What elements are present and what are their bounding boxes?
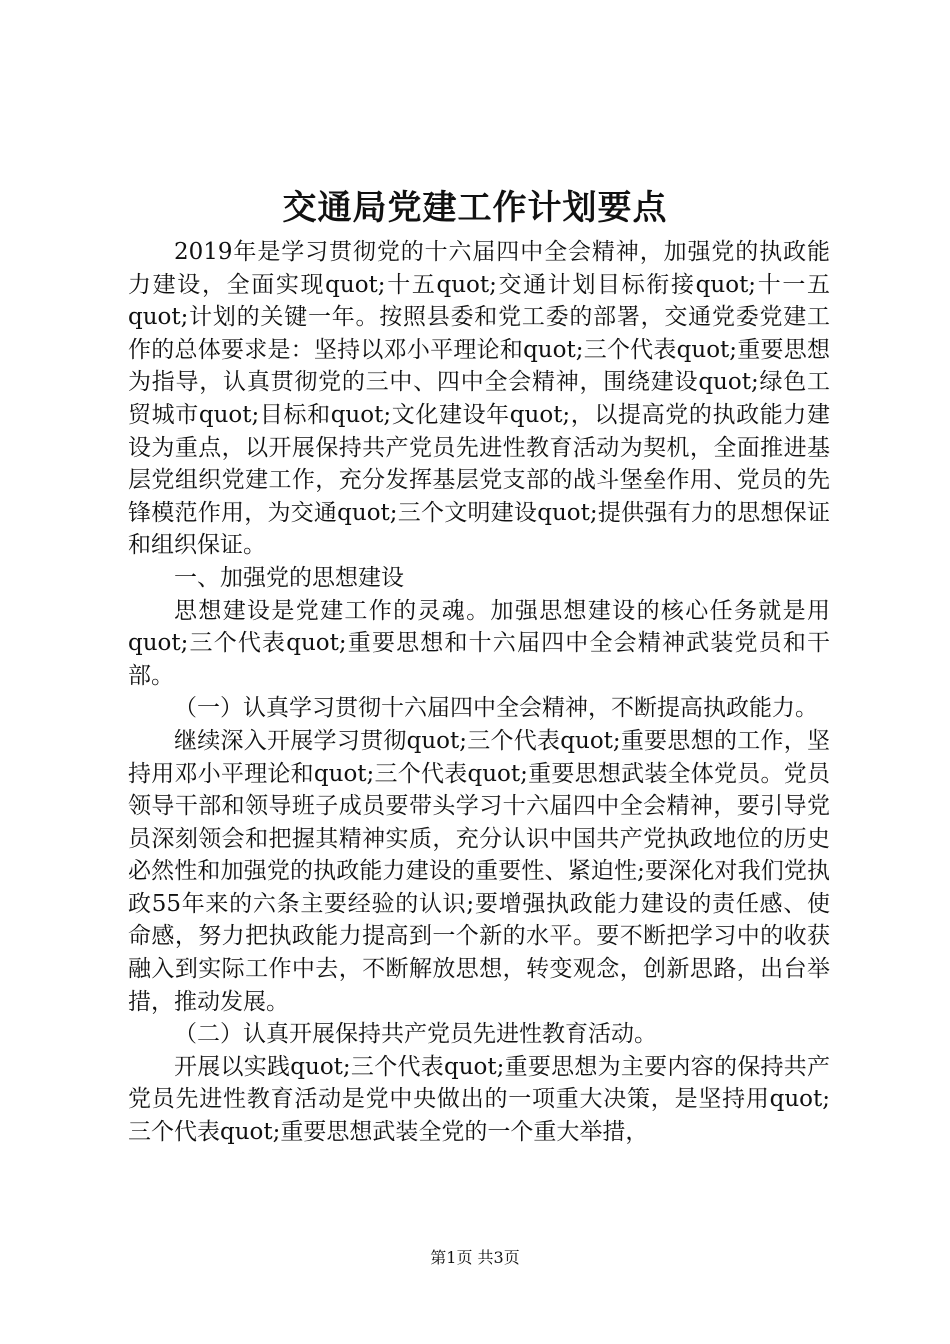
- paragraph-subsection-1: 继续深入开展学习贯彻quot;三个代表quot;重要思想的工作，坚持用邓小平理论和quot;三个代表quot;重要思想武装全体党员。党员领导干部和领导班子成员要带头学习十六届四中全会精神，要引导党员深刻领会和把握其精神实质，充分认识中国共产党执政地位的历史必然性和加强党的执政能力建设的重要性、紧迫性;要深化对我们党执政55年来的六条主要经验的认识;要增强执政能力建设的责任感、使命感，努力把执政能力提高到一个新的水平。要不断把学习中的收获融入到实际工作中去，不断解放思想，转变观念，创新思路，出台举措，推动发展。: [128, 727, 830, 1015]
- section-heading-1: 一、加强党的思想建设: [174, 564, 404, 591]
- document-body: [128, 236, 830, 1149]
- subsection-heading-2: （二）认真开展保持共产党员先进性教育活动。: [174, 1021, 657, 1048]
- paragraph-subsection-2: 开展以实践quot;三个代表quot;重要思想为主要内容的保持共产党员先进性教育活动是党中央做出的一项重大决策，是坚持用quot;三个代表quot;重要思想武装全党的一个重大举措，: [128, 1053, 830, 1146]
- subsection-heading-1: （一）认真学习贯彻十六届四中全会精神，不断提高执政能力。: [174, 695, 818, 722]
- page-footer: 第1页 共3页: [430, 1248, 520, 1267]
- paragraph-intro: 2019年是学习贯彻党的十六届四中全会精神，加强党的执政能力建设，全面实现quot;十五quot;交通计划目标衔接quot;十一五quot;计划的关键一年。按照县委和党工委的部署，交通党委党建工作的总体要求是：坚持以邓小平理论和quot;三个代表quot;重要思想为指导，认真贯彻党的三中、四中全会精神，围绕建设quot;绿色工贸城市quot;目标和quot;文化建设年quot;，以提高党的执政能力建设为重点，以开展保持共产党员先进性教育活动为契机，全面推进基层党组织党建工作，充分发挥基层党支部的战斗堡垒作用、党员的先锋模范作用，为交通quot;三个文明建设quot;提供强有力的思想保证和组织保证。: [128, 239, 830, 559]
- paragraph-section-1: 思想建设是党建工作的灵魂。加强思想建设的核心任务就是用quot;三个代表quot;重要思想和十六届四中全会精神武装党员和干部。: [128, 597, 830, 689]
- document-title: 交通局党建工作计划要点: [282, 188, 668, 228]
